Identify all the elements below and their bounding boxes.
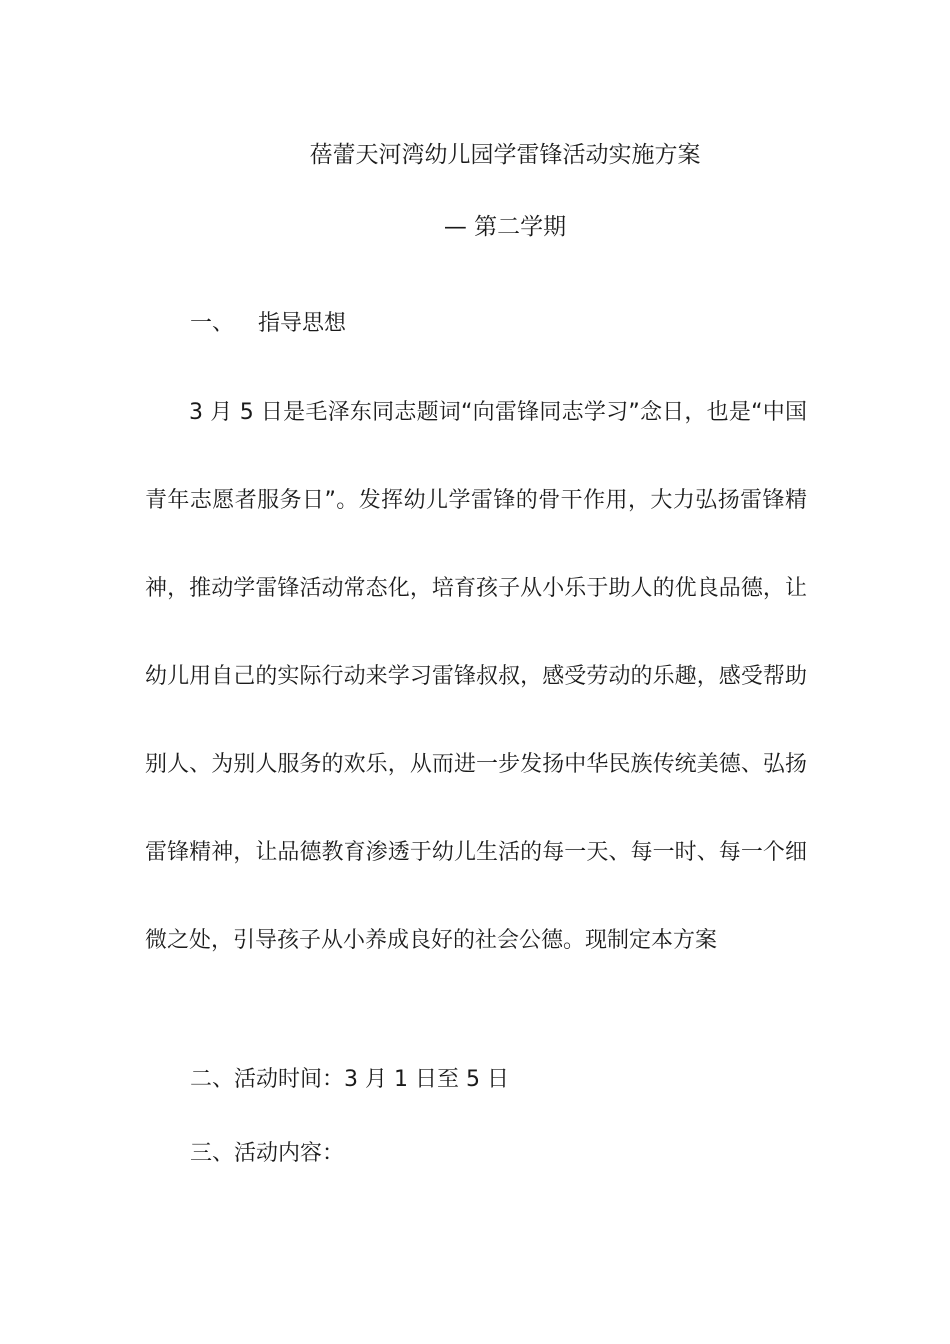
section-heading-activity-content: 三、活动内容： (190, 1141, 345, 1166)
section-number: 一、 (190, 311, 235, 336)
section-heading-guiding-ideology (190, 306, 346, 337)
document-title: 蓓蕾天河湾幼儿园学雷锋活动实施方案 (309, 142, 701, 168)
document-subtitle: — 第二学期 (443, 214, 567, 240)
body-paragraph: 3 月 5 日是毛泽东同志题词“向雷锋同志学习”念日，也是“中国青年志愿者服务日”。发挥幼儿学雷锋的骨干作用，大力弘扬雷锋精神，推动学雷锋活动常态化，培育孩子从小乐于助人的优良品德，让幼儿用自己的实际行动来学习雷锋叔叔，感受劳动的乐趣，感受帮助别人、为别人服务的欢乐，从而进一步发扬中华民族传统美德、弘扬雷锋精神，让品德教育渗透于幼儿生活的每一天、每一时、每一个细微之处，引导孩子从小养成良好的社会公德。现制定本方案 (145, 400, 807, 953)
section-heading-text: 指导思想 (258, 311, 347, 336)
section-heading-activity-time: 二、活动时间：3 月 1 日至 5 日 (190, 1067, 509, 1092)
